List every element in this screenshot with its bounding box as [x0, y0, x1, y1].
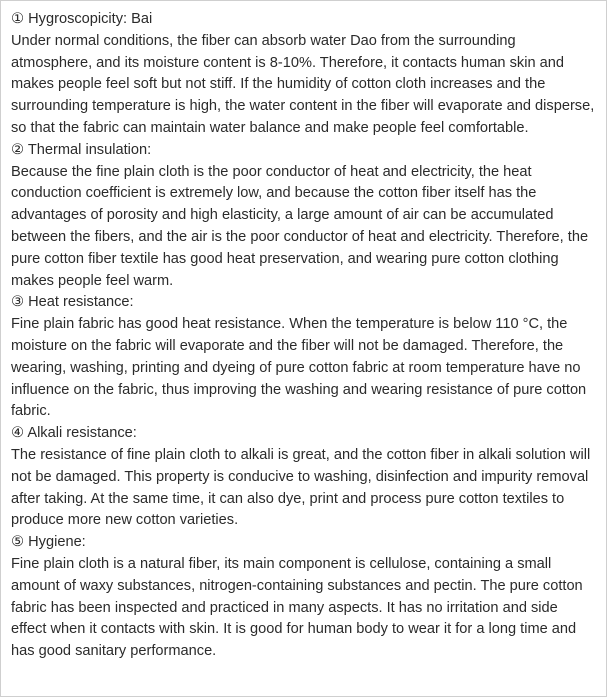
section-text-alkali-resistance: The resistance of fine plain cloth to alkali is great, and the cotton fiber in alkali solution will not be damaged. This property is conducive to washing, disinfection and impurity removal after taking. At the same time, it can also dye, print and process pure cotton textiles to produce more new cotton varieties. [11, 446, 591, 529]
section-heading-hygroscopicity: ① Hygroscopicity: Bai [11, 11, 153, 27]
section-heading-hygiene: ⑤ Hygiene: [11, 534, 86, 551]
section-heading-alkali-resistance: ④ Alkali resistance: [11, 425, 137, 442]
section-text-hygiene: Fine plain cloth is a natural fiber, its main component is cellulose, containing a small amount of waxy substances, nitrogen-containing substances and pectin. The pure cotton fabric has been inspected and practiced in many aspects. It has no irritation and side effect when it contacts with skin. It is good for human body to wear it for a long time and has good sanitary performance. [11, 555, 583, 660]
section-text-heat-resistance: Fine plain fabric has good heat resistance. When the temperature is below 110 °C, the moisture on the fabric will evaporate and the fiber will not be damaged. Therefore, the wearing, washing, printing and dyeing of pure cotton fabric at room temperature have no influence on the fabric, thus improving the washing and wearing resistance of pure cotton fabric. [11, 316, 587, 420]
section-heading-heat-resistance: ③ Heat resistance: [11, 294, 134, 311]
document-body [1, 1, 606, 663]
section-heading-thermal-insulation: ② Thermal insulation: [11, 141, 152, 158]
section-text-thermal-insulation: Because the fine plain cloth is the poor conductor of heat and electricity, the heat conduction coefficient is extremely low, and because the cotton fiber itself has the advantages of porosity and high elasticity, a large amount of air can be accumulated between the fibers, and the air is the poor conductor of heat and electricity. Therefore, the pure cotton fiber textile has good heat preservation, and wearing pure cotton clothing makes people feel warm. [11, 163, 589, 289]
section-text-hygroscopicity: Under normal conditions, the fiber can absorb water Dao from the surrounding atmosphere, and its moisture content is 8-10%. Therefore, it contacts human skin and makes people feel soft but not stiff. If the humidity of cotton cloth increases and the surrounding temperature is high, the water content in the fiber will evaporate and disperse, so that the fabric can maintain water balance and make people feel comfortable. [11, 32, 595, 136]
